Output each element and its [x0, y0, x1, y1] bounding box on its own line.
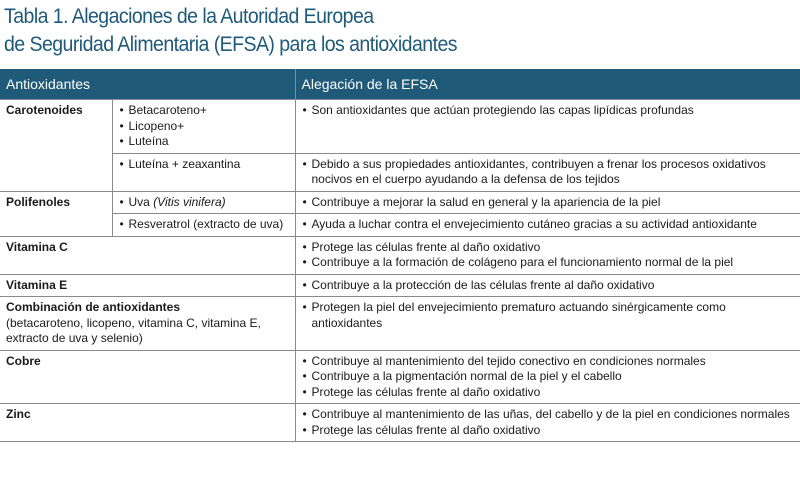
substance-latin-name: (Vitis vinifera): [153, 194, 226, 209]
table-row: [0, 274, 800, 297]
category-carotenoides: [0, 100, 112, 192]
claims-cell: [295, 100, 800, 154]
claim-list: [302, 103, 797, 119]
list-item: • Protege las células frente al daño oxidativo: [302, 385, 797, 401]
category-zinc: [0, 404, 295, 442]
substances-cell: [112, 214, 295, 237]
claims-cell: [295, 297, 800, 351]
list-item: • Protege las células frente al daño oxidativo: [302, 240, 797, 256]
category-label: Vitamina E: [6, 277, 68, 292]
category-cobre: [0, 350, 295, 404]
table-row: [0, 236, 800, 274]
category-label: Vitamina C: [6, 239, 68, 254]
claim-list: [302, 407, 797, 438]
list-item: • Betacaroteno+: [119, 103, 291, 119]
claim-list: [302, 300, 797, 331]
list-item: • Contribuye al mantenimiento del tejido conectivo en condiciones normales: [302, 354, 797, 370]
substance-list: [119, 217, 291, 233]
category-vitamina-e: [0, 274, 295, 297]
table-row: [0, 297, 800, 351]
category-vitamina-c: [0, 236, 295, 274]
substance-name: Uva: [128, 194, 154, 209]
list-item: [119, 195, 291, 211]
list-item: • Contribuye a la pigmentación normal de la piel y el cabello: [302, 369, 797, 385]
list-item: • Contribuye a mejorar la salud en general y la apariencia de la piel: [302, 195, 797, 211]
list-item: • Contribuye a la formación de colágeno para el funcionamiento normal de la piel: [302, 255, 797, 271]
table-row: [0, 350, 800, 404]
claims-cell: [295, 236, 800, 274]
claims-cell: [295, 274, 800, 297]
substance-list: [119, 157, 291, 173]
table-header-row: [0, 69, 800, 100]
title-line-2: de Seguridad Alimentaria (EFSA) para los antioxidantes: [4, 33, 457, 56]
table-title: [4, 3, 739, 59]
list-item: • Ayuda a luchar contra el envejecimiento cutáneo gracias a su actividad antioxidante: [302, 217, 797, 233]
claims-cell: [295, 214, 800, 237]
list-item: • Contribuye al mantenimiento de las uñas, del cabello y de la piel en condiciones normales: [302, 407, 797, 423]
title-line-1: Tabla 1. Alegaciones de la Autoridad Europea: [4, 5, 374, 28]
category-label: Zinc: [6, 407, 31, 421]
antioxidant-claims-table: [0, 69, 800, 442]
claims-cell: [295, 191, 800, 214]
list-item: • Licopeno+: [119, 119, 291, 135]
claim-list: [302, 195, 797, 211]
header-antioxidants: Antioxidantes: [0, 69, 295, 100]
list-item: • Luteína + zeaxantina: [119, 157, 291, 173]
list-item: • Protegen la piel del envejecimiento prematuro actuando sinérgicamente como antioxidantes: [302, 300, 797, 331]
header-efsa-claim: Alegación de la EFSA: [295, 69, 800, 100]
list-item: • Resveratrol (extracto de uva): [119, 217, 291, 233]
table-row: [0, 153, 800, 191]
category-label: Cobre: [6, 353, 41, 368]
substances-cell: [112, 191, 295, 214]
substances-cell: [112, 153, 295, 191]
claim-list: [302, 217, 797, 233]
table-row: [0, 404, 800, 442]
claims-cell: [295, 153, 800, 191]
category-label: Carotenoides: [6, 103, 83, 117]
category-detail: (betacaroteno, licopeno, vitamina C, vitamina E, extracto de uva y selenio): [6, 315, 261, 345]
claim-list: [302, 240, 797, 271]
table-row: [0, 191, 800, 214]
substances-cell: [112, 100, 295, 154]
table-row: [0, 100, 800, 154]
claims-cell: [295, 350, 800, 404]
claims-cell: [295, 404, 800, 442]
category-polifenoles: [0, 191, 112, 236]
list-item: • Debido a sus propiedades antioxidantes, contribuyen a frenar los procesos oxidativos nocivos en el cuerpo ayudando a la defensa de los tejidos: [302, 157, 797, 188]
claim-list: [302, 157, 797, 188]
substance-list: [119, 195, 291, 211]
category-label: Combinación de antioxidantes: [6, 300, 181, 314]
list-item: • Contribuye a la protección de las células frente al daño oxidativo: [302, 278, 797, 294]
table-row: [0, 214, 800, 237]
category-combinacion: [0, 297, 295, 351]
substance-list: [119, 103, 291, 150]
list-item: • Luteína: [119, 134, 291, 150]
list-item: • Son antioxidantes que actúan protegiendo las capas lipídicas profundas: [302, 103, 797, 119]
claim-list: [302, 354, 797, 401]
claim-list: [302, 278, 797, 294]
list-item: • Protege las células frente al daño oxidativo: [302, 423, 797, 439]
category-label: Polifenoles: [6, 194, 71, 209]
